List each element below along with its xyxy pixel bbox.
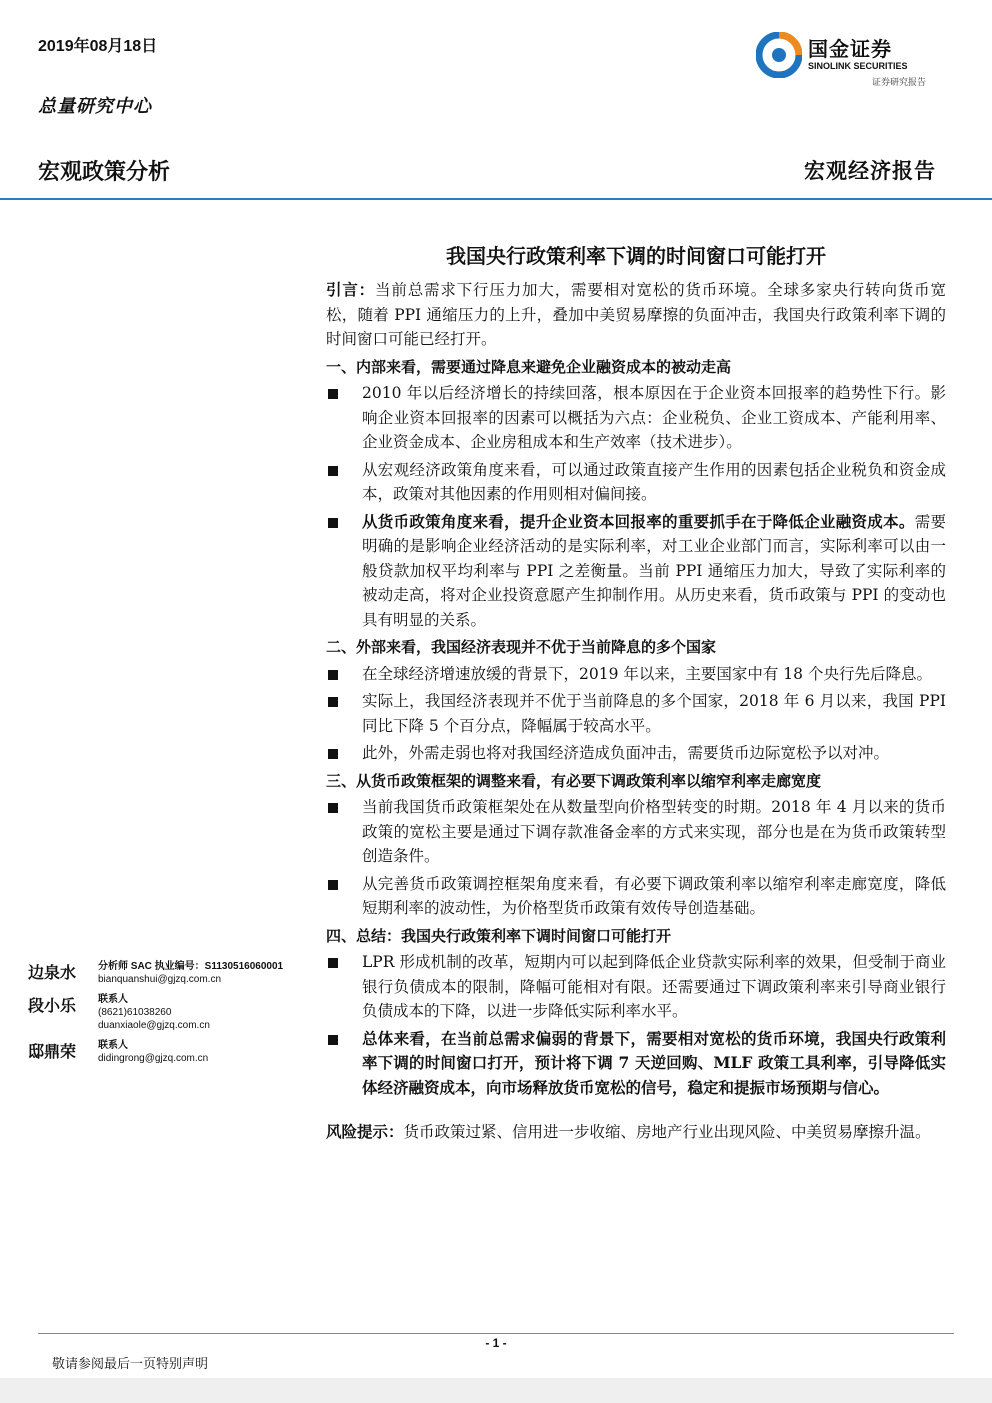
author-entry: [28, 993, 318, 1032]
header-divider: [0, 198, 992, 200]
report-title: 我国央行政策利率下调的时间窗口可能打开: [446, 244, 826, 268]
page-number: - 1 -: [485, 1336, 507, 1350]
author-info: [98, 993, 210, 1032]
section-heading-3: 三、从货币政策框架的调整来看，有必要下调政策利率以缩窄利率走廊宽度: [326, 771, 822, 790]
section-heading-2: 二、外部来看，我国经济表现并不优于当前降息的多个国家: [326, 638, 717, 656]
logo-chinese-name: 国金证券: [808, 37, 892, 61]
risk-text: 货币政策过紧、信用进一步收缩、房地产行业出现风险、中美贸易摩擦升温。: [403, 1123, 931, 1141]
intro-text: 当前总需求下行压力加大，需要相对宽松的货币环境。全球多家央行转向货币宽松，随着 PPI 通缩压力的上升，叠加中美贸易摩擦的负面冲击，我国央行政策利率下调的时间窗口可能已经打开。: [326, 281, 946, 348]
footer-divider: [38, 1333, 954, 1334]
footer-disclaimer: 敬请参阅最后一页特别声明: [52, 1357, 209, 1372]
author-list: [28, 960, 318, 1072]
bullet-1-1: 2010 年以后经济增长的持续回落，根本原因在于企业资本回报率的趋势性下行。影响企业资本回报率的因素可以概括为六点：企业税负、企业工资成本、产能利用率、企业资金成本、企业房租成本和生产效率（技术进步）。: [326, 381, 946, 455]
author-phone: (8621)61038260: [98, 1007, 172, 1018]
author-name: 边泉水: [28, 963, 77, 982]
logo-subtitle: 证券研究报告: [872, 78, 927, 88]
bullet-3-1: 当前我国货币政策框架处在从数量型向价格型转变的时期。2018 年 4 月以来的货币政策的宽松主要是通过下调存款准备金率的方式来实现，部分也是在为货币政策转型创造条件。: [326, 795, 946, 869]
bullet-1-3: [326, 510, 946, 633]
author-role: 联系人: [98, 994, 128, 1005]
company-logo: [756, 30, 946, 90]
bullet-1-3-text: 需要明确的是影响企业经济活动的是实际利率，对工业企业部门而言，实际利率可以由一般贷款加权平均利率与 PPI 之差衡量。当前 PPI 通缩压力加大，导致了实际利率的被动走高，将对企业投资意愿产生抑制作用。从历史来看，货币政策与 PPI 的变动也具有明显的关系。: [362, 512, 946, 629]
section-heading-4: 四、总结：我国央行政策利率下调时间窗口可能打开: [326, 926, 672, 945]
bullet-4-2: 总体来看，在当前总需求偏弱的背景下，需要相对宽松的货币环境，我国央行政策利率下调的时间窗口打开，预计将下调 7 天逆回购、MLF 政策工具利率，引导降低实体经济融资成本，向市场释放货币宽松的信号，稳定和提振市场预期与信心。: [326, 1027, 946, 1101]
footer-band: [0, 1378, 992, 1403]
bullet-1-2: 从宏观经济政策角度来看，可以通过政策直接产生作用的因素包括企业税负和资金成本，政策对其他因素的作用则相对偏间接。: [326, 458, 946, 507]
risk-label: 风险提示：: [326, 1122, 404, 1141]
author-entry: [28, 1039, 318, 1065]
bullet-4-1: LPR 形成机制的改革，短期内可以起到降低企业贷款实际利率的效果，但受制于商业银行负债成本的限制，降幅可能相对有限。还需要通过下调政策利率来引导商业银行负债成本的下降，以进一步降低实际利率水平。: [326, 950, 946, 1024]
bullet-2-3: 此外，外需走弱也将对我国经济造成负面冲击，需要货币边际宽松予以对冲。: [326, 741, 946, 766]
report-body: [326, 278, 946, 1145]
section-heading-1: 一、内部来看，需要通过降息来避免企业融资成本的被动走高: [326, 357, 732, 376]
report-series: 宏观政策分析: [38, 160, 171, 185]
author-role: 分析师 SAC 执业编号：S1130516060001: [98, 961, 284, 972]
author-name: 段小乐: [28, 996, 77, 1015]
report-type: 宏观经济报告: [804, 158, 936, 183]
report-date: 2019年08月18日: [38, 38, 158, 55]
intro-label: 引言：: [326, 280, 376, 299]
bullet-1-3-lead: 从货币政策角度来看，提升企业资本回报率的重要抓手在于降低企业融资成本。: [362, 511, 915, 531]
logo-english-name: SINOLINK SECURITIES: [808, 61, 908, 71]
bullet-3-2: 从完善货币政策调控框架角度来看，有必要下调政策利率以缩窄利率走廊宽度，降低短期利率的波动性，为价格型货币政策有效传导创造基础。: [326, 872, 946, 921]
logo-mark-icon: [756, 32, 802, 78]
bullet-2-2: 实际上，我国经济表现并不优于当前降息的多个国家，2018 年 6 月以来，我国 PPI 同比下降 5 个百分点，降幅属于较高水平。: [326, 689, 946, 738]
author-name: 邸鼎荣: [28, 1042, 77, 1061]
author-role: 联系人: [98, 1040, 128, 1051]
author-email: duanxiaole@gjzq.com.cn: [98, 1020, 210, 1031]
author-email: didingrong@gjzq.com.cn: [98, 1053, 209, 1064]
author-email: bianquanshui@gjzq.com.cn: [98, 974, 222, 985]
introduction: [326, 278, 946, 352]
risk-warning: [326, 1120, 946, 1145]
author-entry: [28, 960, 318, 986]
research-center-name: 总量研究中心: [38, 96, 152, 117]
author-info: [98, 960, 283, 986]
bullet-2-1: 在全球经济增速放缓的背景下，2019 年以来，主要国家中有 18 个央行先后降息。: [326, 662, 946, 687]
author-info: [98, 1039, 208, 1065]
